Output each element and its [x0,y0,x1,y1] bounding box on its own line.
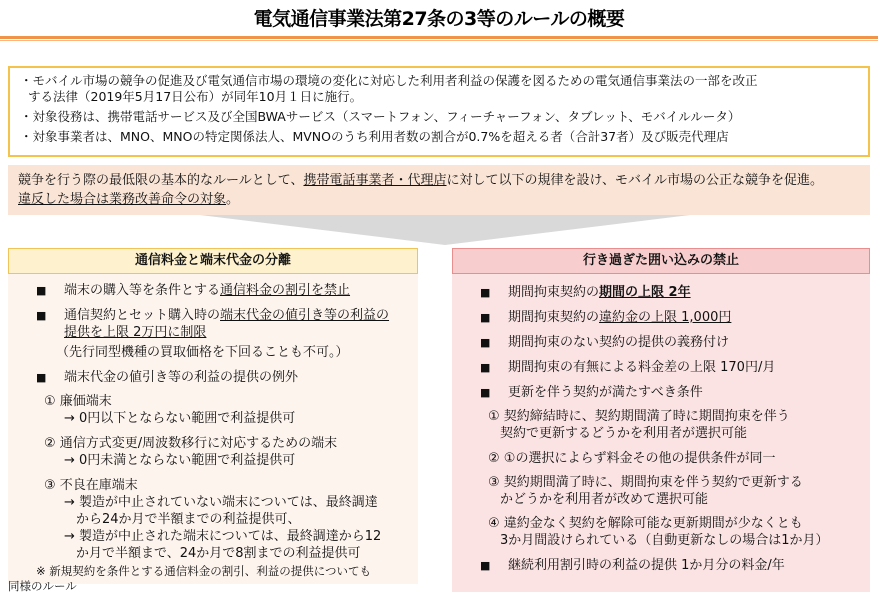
list-item: ■ 更新を伴う契約が満たすべき条件 [480,385,703,400]
exception-item: ① 廉価端末 [44,394,112,409]
condition-item: ③ 契約期間満了時に、期間拘束を伴う契約で更新する [488,475,803,490]
exception-item: ② 通信方式変更/周波数移行に対応するための端末 [44,436,338,451]
right-column-body [452,274,870,592]
exception-detail: から24か月で半額までの利益提供可、 [76,512,301,527]
page-title: 電気通信事業法第27条の3等のルールの概要 [253,8,625,30]
left-column-heading: 通信料金と端末代金の分離 [8,248,418,274]
condition-item: ② ①の選択によらず料金その他の提供条件が同一 [488,451,776,466]
condition-item: ① 契約締結時に、契約期間満了時に期間拘束を伴う [488,409,790,424]
exception-detail: → 0円以下とならない範囲で利益提供可 [64,411,296,426]
bullet-square-icon: ■ [480,361,491,374]
exception-detail: → 製造が中止されていない端末については、最終調達 [64,495,378,510]
list-item: ■ 端末の購入等を条件とする通信料金の割引を禁止 [36,283,351,298]
summary-emphasis: 携帯電話事業者・代理店 [303,173,447,188]
bullet-square-icon: ■ [36,284,47,297]
summary-text: 。 [226,192,240,207]
summary-text: 競争を行う際の最低限の基本的なルールとして、 [18,173,304,188]
bullet-square-icon: ■ [480,286,491,299]
bullet-square-icon: ■ [480,311,491,324]
list-item: ■ 期間拘束契約の違約金の上限 1,000円 [480,310,732,325]
bullet-square-icon: ■ [480,559,491,572]
bullet-square-icon: ■ [36,371,47,384]
overview-box [8,66,870,157]
condition-item: ④ 違約金なく契約を解除可能な更新期間が少なくとも [488,516,803,531]
bullet-square-icon: ■ [36,309,47,322]
summary-emphasis: 違反した場合は業務改善命令の対象 [18,192,227,207]
title-divider [0,36,878,41]
exception-detail: → 製造が中止された端末については、最終調達から12 [64,529,382,544]
summary-box [8,165,870,215]
overview-line: ・対象事業者は、MNO、MNOの特定関係法人、MVNOのうち利用者数の割合が0.7%を超える者（合計37者）及び販売代理店 [20,129,729,144]
list-item: ■ 継続利用割引時の利益の提供 1か月分の料金/年 [480,558,785,573]
exception-detail: か月で半額まで、24か月で8割までの利益提供可 [76,546,361,561]
list-item: ■ 期間拘束のない契約の提供の義務付け [480,335,730,350]
down-arrow-icon [200,215,690,245]
footnote: ※ 新規契約を条件とする通信料金の割引、利益の提供についても [36,564,372,578]
footnote: 同様のルール [8,579,77,593]
condition-detail: 契約で更新するどうかを利用者が選択可能 [500,426,748,441]
condition-detail: かどうかを利用者が改めて選択可能 [500,492,709,507]
exception-item: ③ 不良在庫端末 [44,478,138,493]
list-item-continuation: 提供を上限 2万円に制限 [64,325,207,340]
right-column-heading: 行き過ぎた囲い込みの禁止 [452,248,870,274]
list-item: ■ 通信契約とセット購入時の端末代金の値引き等の利益の [36,308,390,323]
list-item-note: （先行同型機種の買取価格を下回ることも不可。） [56,345,349,360]
overview-line: ・モバイル市場の競争の促進及び電気通信市場の環境の変化に対応した利用者利益の保護を図るための電気通信事業法の一部を改正 [20,73,758,88]
list-item: ■ 期間拘束契約の期間の上限 2年 [480,285,691,300]
condition-detail: 3か月間設けられている（自動更新なしの場合は1か月） [500,533,829,548]
summary-text: に対して以下の規律を設け、モバイル市場の公正な競争を促進。 [446,173,823,188]
overview-line: する法律（2019年5月17日公布）が同年10月１日に施行。 [28,89,363,104]
overview-line: ・対象役務は、携帯電話サービス及び全国BWAサービス（スマートフォン、フィーチャーフォン、タブレット、モバイルルータ） [20,109,741,124]
exception-detail: → 0円未満とならない範囲で利益提供可 [64,453,296,468]
list-item: ■ 端末代金の値引き等の利益の提供の例外 [36,370,299,385]
bullet-square-icon: ■ [480,386,491,399]
bullet-square-icon: ■ [480,336,491,349]
left-column-body [8,274,418,584]
list-item: ■ 期間拘束の有無による料金差の上限 170円/月 [480,360,776,375]
